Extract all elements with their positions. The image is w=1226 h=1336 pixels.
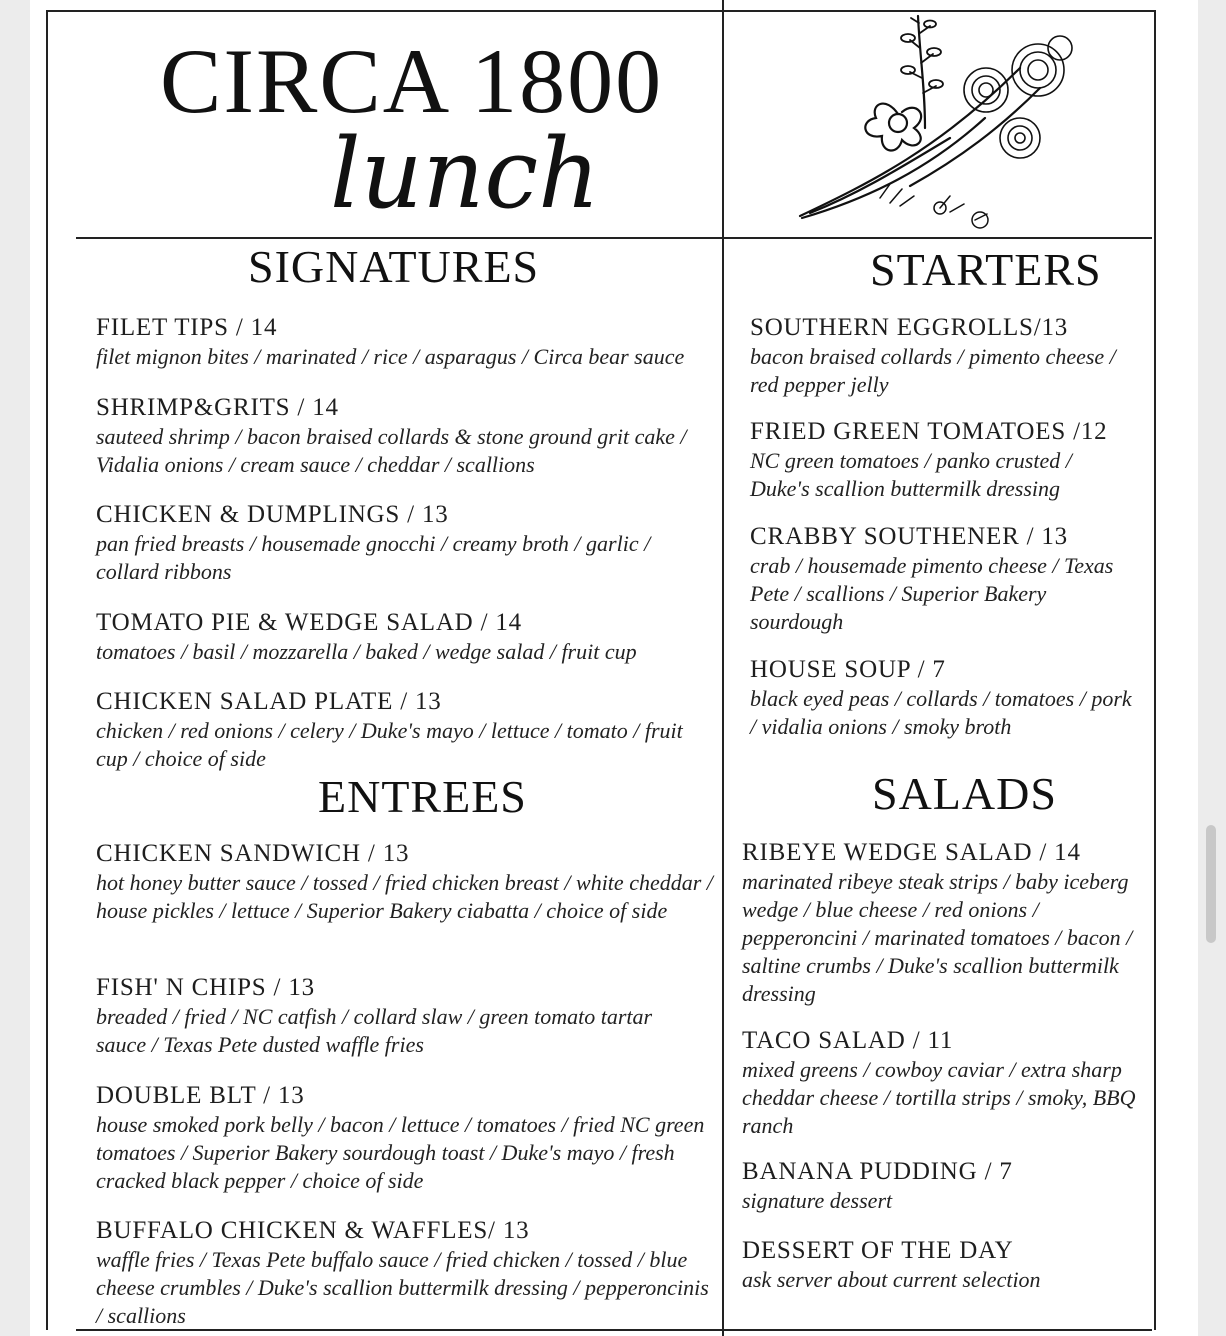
menu-item-dessert-of-the-day [742,1236,1147,1294]
item-description: filet mignon bites / marinated / rice / asparagus / Circa bear sauce [96,344,685,369]
item-description: sauteed shrimp / bacon braised collards & stone ground grit cake / Vidalia onions / cream sauce / cheddar / scallions [96,424,687,477]
item-description: hot honey butter sauce / tossed / fried chicken breast / white cheddar / house pickles / lettuce / Superior Bakery ciabatta / choice of side [96,870,713,923]
item-description: mixed greens / cowboy caviar / extra sharp cheddar cheese / tortilla strips / smoky, BBQ ranch [742,1057,1136,1138]
menu-item-banana-pudding [742,1157,1147,1215]
item-description: signature dessert [742,1188,893,1213]
menu-item-shrimp-grits [96,393,711,479]
item-name: CHICKEN SANDWICH / 13 [96,840,410,867]
item-name: CHICKEN SALAD PLATE / 13 [96,688,442,715]
entrees-heading: ENTREES [318,771,527,822]
menu-item-fish-n-chips [96,973,696,1059]
item-name: FISH' N CHIPS / 13 [96,974,315,1001]
item-name: CRABBY SOUTHENER / 13 [750,523,1068,550]
menu-item-crabby-southener [750,522,1135,636]
item-description: marinated ribeye steak strips / baby iceberg wedge / blue cheese / red onions / pepperoncini / marinated tomatoes / bacon / saltine crumbs / Duke's scallion buttermilk dressing [742,869,1133,1006]
item-name: FRIED GREEN TOMATOES /12 [750,418,1108,445]
column-divider [722,0,724,1336]
menu-item-ribeye-wedge-salad [742,838,1147,1008]
item-description: bacon braised collards / pimento cheese / red pepper jelly [750,344,1116,397]
item-name: CHICKEN & DUMPLINGS / 13 [96,501,449,528]
item-description: tomatoes / basil / mozzarella / baked / wedge salad / fruit cup [96,639,637,664]
header-divider [76,237,1152,239]
salads-heading: SALADS [872,768,1057,819]
menu-item-chicken-salad-plate [96,687,696,773]
menu-item-double-blt [96,1081,711,1195]
item-description: chicken / red onions / celery / Duke's mayo / lettuce / tomato / fruit cup / choice of side [96,718,683,771]
item-description: ask server about current selection [742,1267,1041,1292]
item-description: waffle fries / Texas Pete buffalo sauce / fried chicken / tossed / blue cheese crumbles / Duke's scallion buttermilk dressing / pepperoncinis / scallions [96,1247,709,1328]
item-description: NC green tomatoes / panko crusted / Duke's scallion buttermilk dressing [750,448,1072,501]
menu-item-taco-salad [742,1026,1147,1140]
item-name: BANANA PUDDING / 7 [742,1158,1013,1185]
menu-title: CIRCA 1800 [160,30,664,132]
item-name: RIBEYE WEDGE SALAD / 14 [742,839,1081,866]
item-name: FILET TIPS / 14 [96,314,278,341]
signatures-heading: SIGNATURES [248,241,540,292]
menu-item-chicken-sandwich [96,839,716,925]
item-name: SHRIMP&GRITS / 14 [96,394,339,421]
starters-heading: STARTERS [870,244,1102,295]
item-name: HOUSE SOUP / 7 [750,656,946,683]
item-name: TACO SALAD / 11 [742,1027,954,1054]
menu-item-fried-green-tomatoes [750,417,1130,503]
menu-item-buffalo-chicken-waffles [96,1216,711,1330]
menu-item-chicken-dumplings [96,500,696,586]
item-name: BUFFALO CHICKEN & WAFFLES/ 13 [96,1217,530,1244]
vertical-scrollbar[interactable] [1206,825,1216,943]
item-name: DOUBLE BLT / 13 [96,1082,305,1109]
menu-item-tomato-pie [96,608,711,666]
menu-subtitle: lunch [330,118,600,230]
menu-item-house-soup [750,655,1135,741]
item-description: crab / housemade pimento cheese / Texas Pete / scallions / Superior Bakery sourdough [750,553,1114,634]
item-description: pan fried breasts / housemade gnocchi / creamy broth / garlic / collard ribbons [96,531,651,584]
item-description: house smoked pork belly / bacon / lettuce / tomatoes / fried NC green tomatoes / Superior Bakery sourdough toast / Duke's mayo / fresh cracked black pepper / choice of side [96,1112,705,1193]
menu-item-filet-tips [96,313,711,371]
item-description: black eyed peas / collards / tomatoes / pork / vidalia onions / smoky broth [750,686,1132,739]
menu-item-southern-eggrolls [750,313,1135,399]
item-name: DESSERT OF THE DAY [742,1237,1014,1264]
item-description: breaded / fried / NC catfish / collard slaw / green tomato tartar sauce / Texas Pete dusted waffle fries [96,1004,653,1057]
item-name: TOMATO PIE & WEDGE SALAD / 14 [96,609,522,636]
item-name: SOUTHERN EGGROLLS/13 [750,314,1069,341]
botanical-flowers-icon [790,8,1100,233]
